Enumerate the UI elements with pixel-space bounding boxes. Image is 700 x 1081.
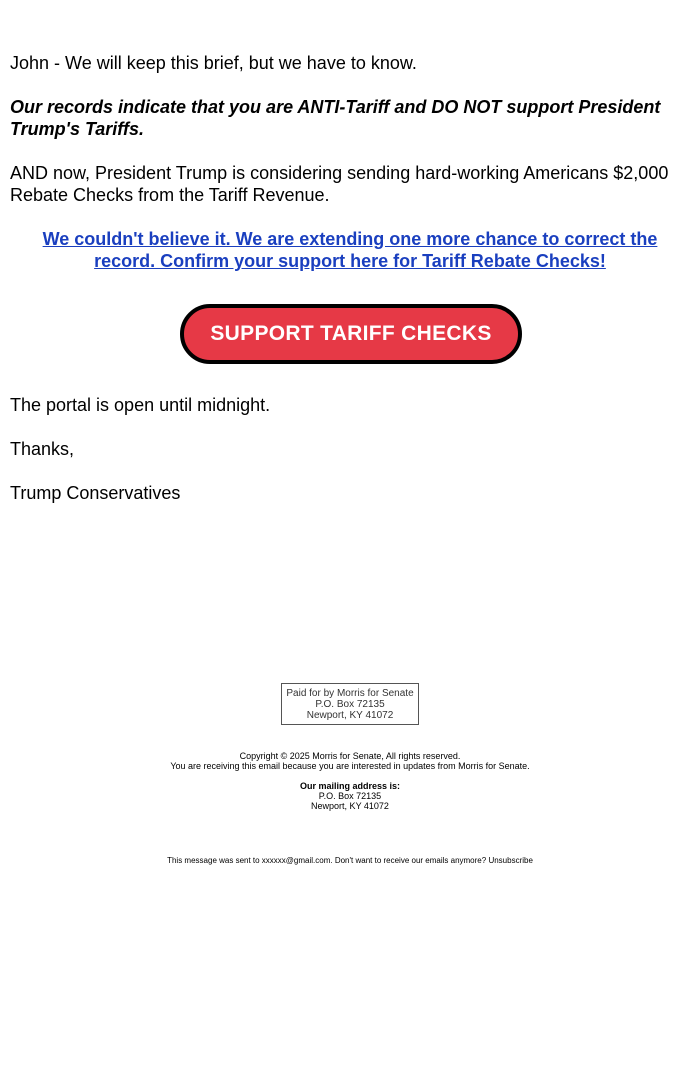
button-label: SUPPORT TARIFF CHECKS — [210, 322, 492, 345]
paid-for-address-line2: Newport, KY 41072 — [306, 710, 394, 721]
signoff-text: Trump Conservatives — [10, 483, 181, 503]
mailing-address-line2: Newport, KY 41072 — [311, 801, 389, 811]
mailing-address-line1: P.O. Box 72135 — [318, 791, 382, 801]
paid-for-line: Paid for by Morris for Senate — [286, 688, 414, 699]
portal-notice: The portal is open until midnight. — [10, 395, 271, 415]
paid-for-box — [281, 683, 419, 725]
sent-to-text: This message was sent to xxxxxx@gmail.com. Don't want to receive our emails anymore? — [167, 856, 487, 865]
rebate-paragraph: AND now, President Trump is considering sending hard-working Americans $2,000 Rebate Checks from the Tariff Revenue. — [10, 163, 669, 205]
unsubscribe-link[interactable]: Unsubscribe — [488, 856, 533, 865]
sent-to-notice — [0, 856, 700, 866]
paid-for-address-line1: P.O. Box 72135 — [315, 699, 385, 710]
confirm-support-link[interactable]: We couldn't believe it. We are extending one more chance to correct the record. Confirm your support here for Tariff Rebate Checks! — [42, 229, 658, 271]
records-statement: Our records indicate that you are ANTI-Tariff and DO NOT support President Trump's Tariffs. — [10, 97, 661, 139]
greeting-text: John - We will keep this brief, but we have to know. — [10, 53, 417, 73]
mailing-address-label: Our mailing address is: — [299, 781, 401, 791]
cta-link-container — [20, 228, 680, 272]
support-tariff-checks-button[interactable] — [180, 304, 522, 364]
receiving-notice: You are receiving this email because you are interested in updates from Morris for Senate. — [170, 761, 530, 771]
copyright-text: Copyright © 2025 Morris for Senate, All rights reserved. — [239, 751, 461, 761]
thanks-text: Thanks, — [10, 439, 75, 459]
